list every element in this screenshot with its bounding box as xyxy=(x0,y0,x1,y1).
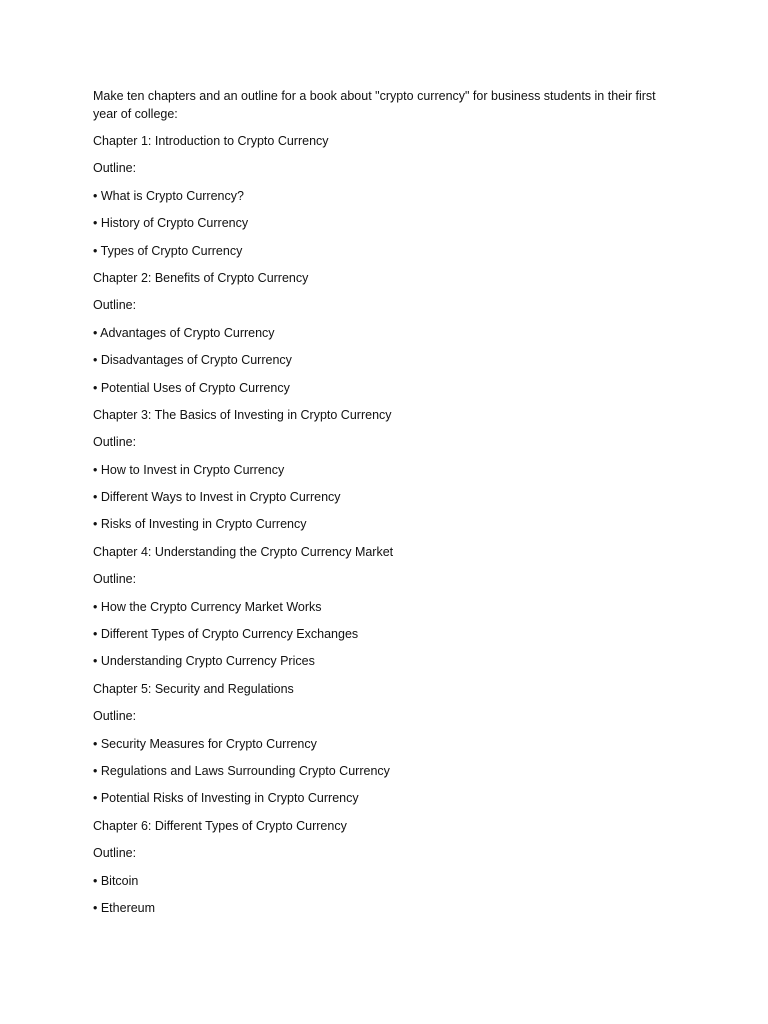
outline-bullet: • Risks of Investing in Crypto Currency xyxy=(93,517,307,532)
outline-bullet: • What is Crypto Currency? xyxy=(93,188,244,203)
outline-bullet: • How to Invest in Crypto Currency xyxy=(93,462,285,477)
chapter-heading: Chapter 4: Understanding the Crypto Currency Market xyxy=(93,544,394,559)
outline-bullet: • Types of Crypto Currency xyxy=(93,243,243,258)
outline-bullet: • Understanding Crypto Currency Prices xyxy=(93,654,315,669)
outline-bullet: • Security Measures for Crypto Currency xyxy=(93,736,317,751)
outline-label: Outline: xyxy=(93,435,137,450)
outline-bullet: • Ethereum xyxy=(93,900,156,915)
intro-paragraph: Make ten chapters and an outline for a book about "crypto currency" for business students in their first year of college: xyxy=(93,89,656,121)
outline-label: Outline: xyxy=(93,161,137,176)
outline-label: Outline: xyxy=(93,298,137,313)
outline-bullet: • Advantages of Crypto Currency xyxy=(93,325,275,340)
outline-label: Outline: xyxy=(93,709,137,724)
outline-bullet: • Potential Uses of Crypto Currency xyxy=(93,380,290,395)
outline-bullet: • How the Crypto Currency Market Works xyxy=(93,599,322,614)
outline-bullet: • Bitcoin xyxy=(93,873,139,888)
chapter-heading: Chapter 3: The Basics of Investing in Crypto Currency xyxy=(93,407,392,422)
chapter-heading: Chapter 5: Security and Regulations xyxy=(93,681,294,696)
outline-label: Outline: xyxy=(93,846,137,861)
document-page xyxy=(93,87,678,926)
chapter-heading: Chapter 1: Introduction to Crypto Currency xyxy=(93,134,329,148)
outline-bullet: • Different Types of Crypto Currency Exchanges xyxy=(93,627,359,642)
outline-bullet: • Different Ways to Invest in Crypto Currency xyxy=(93,490,341,505)
chapter-heading: Chapter 6: Different Types of Crypto Currency xyxy=(93,818,347,833)
chapter-list xyxy=(93,132,678,917)
outline-bullet: • History of Crypto Currency xyxy=(93,216,249,231)
outline-bullet: • Regulations and Laws Surrounding Crypto Currency xyxy=(93,763,390,778)
outline-bullet: • Potential Risks of Investing in Crypto Currency xyxy=(93,791,359,806)
outline-bullet: • Disadvantages of Crypto Currency xyxy=(93,353,292,368)
outline-label: Outline: xyxy=(93,572,137,587)
chapter-heading: Chapter 2: Benefits of Crypto Currency xyxy=(93,270,309,285)
